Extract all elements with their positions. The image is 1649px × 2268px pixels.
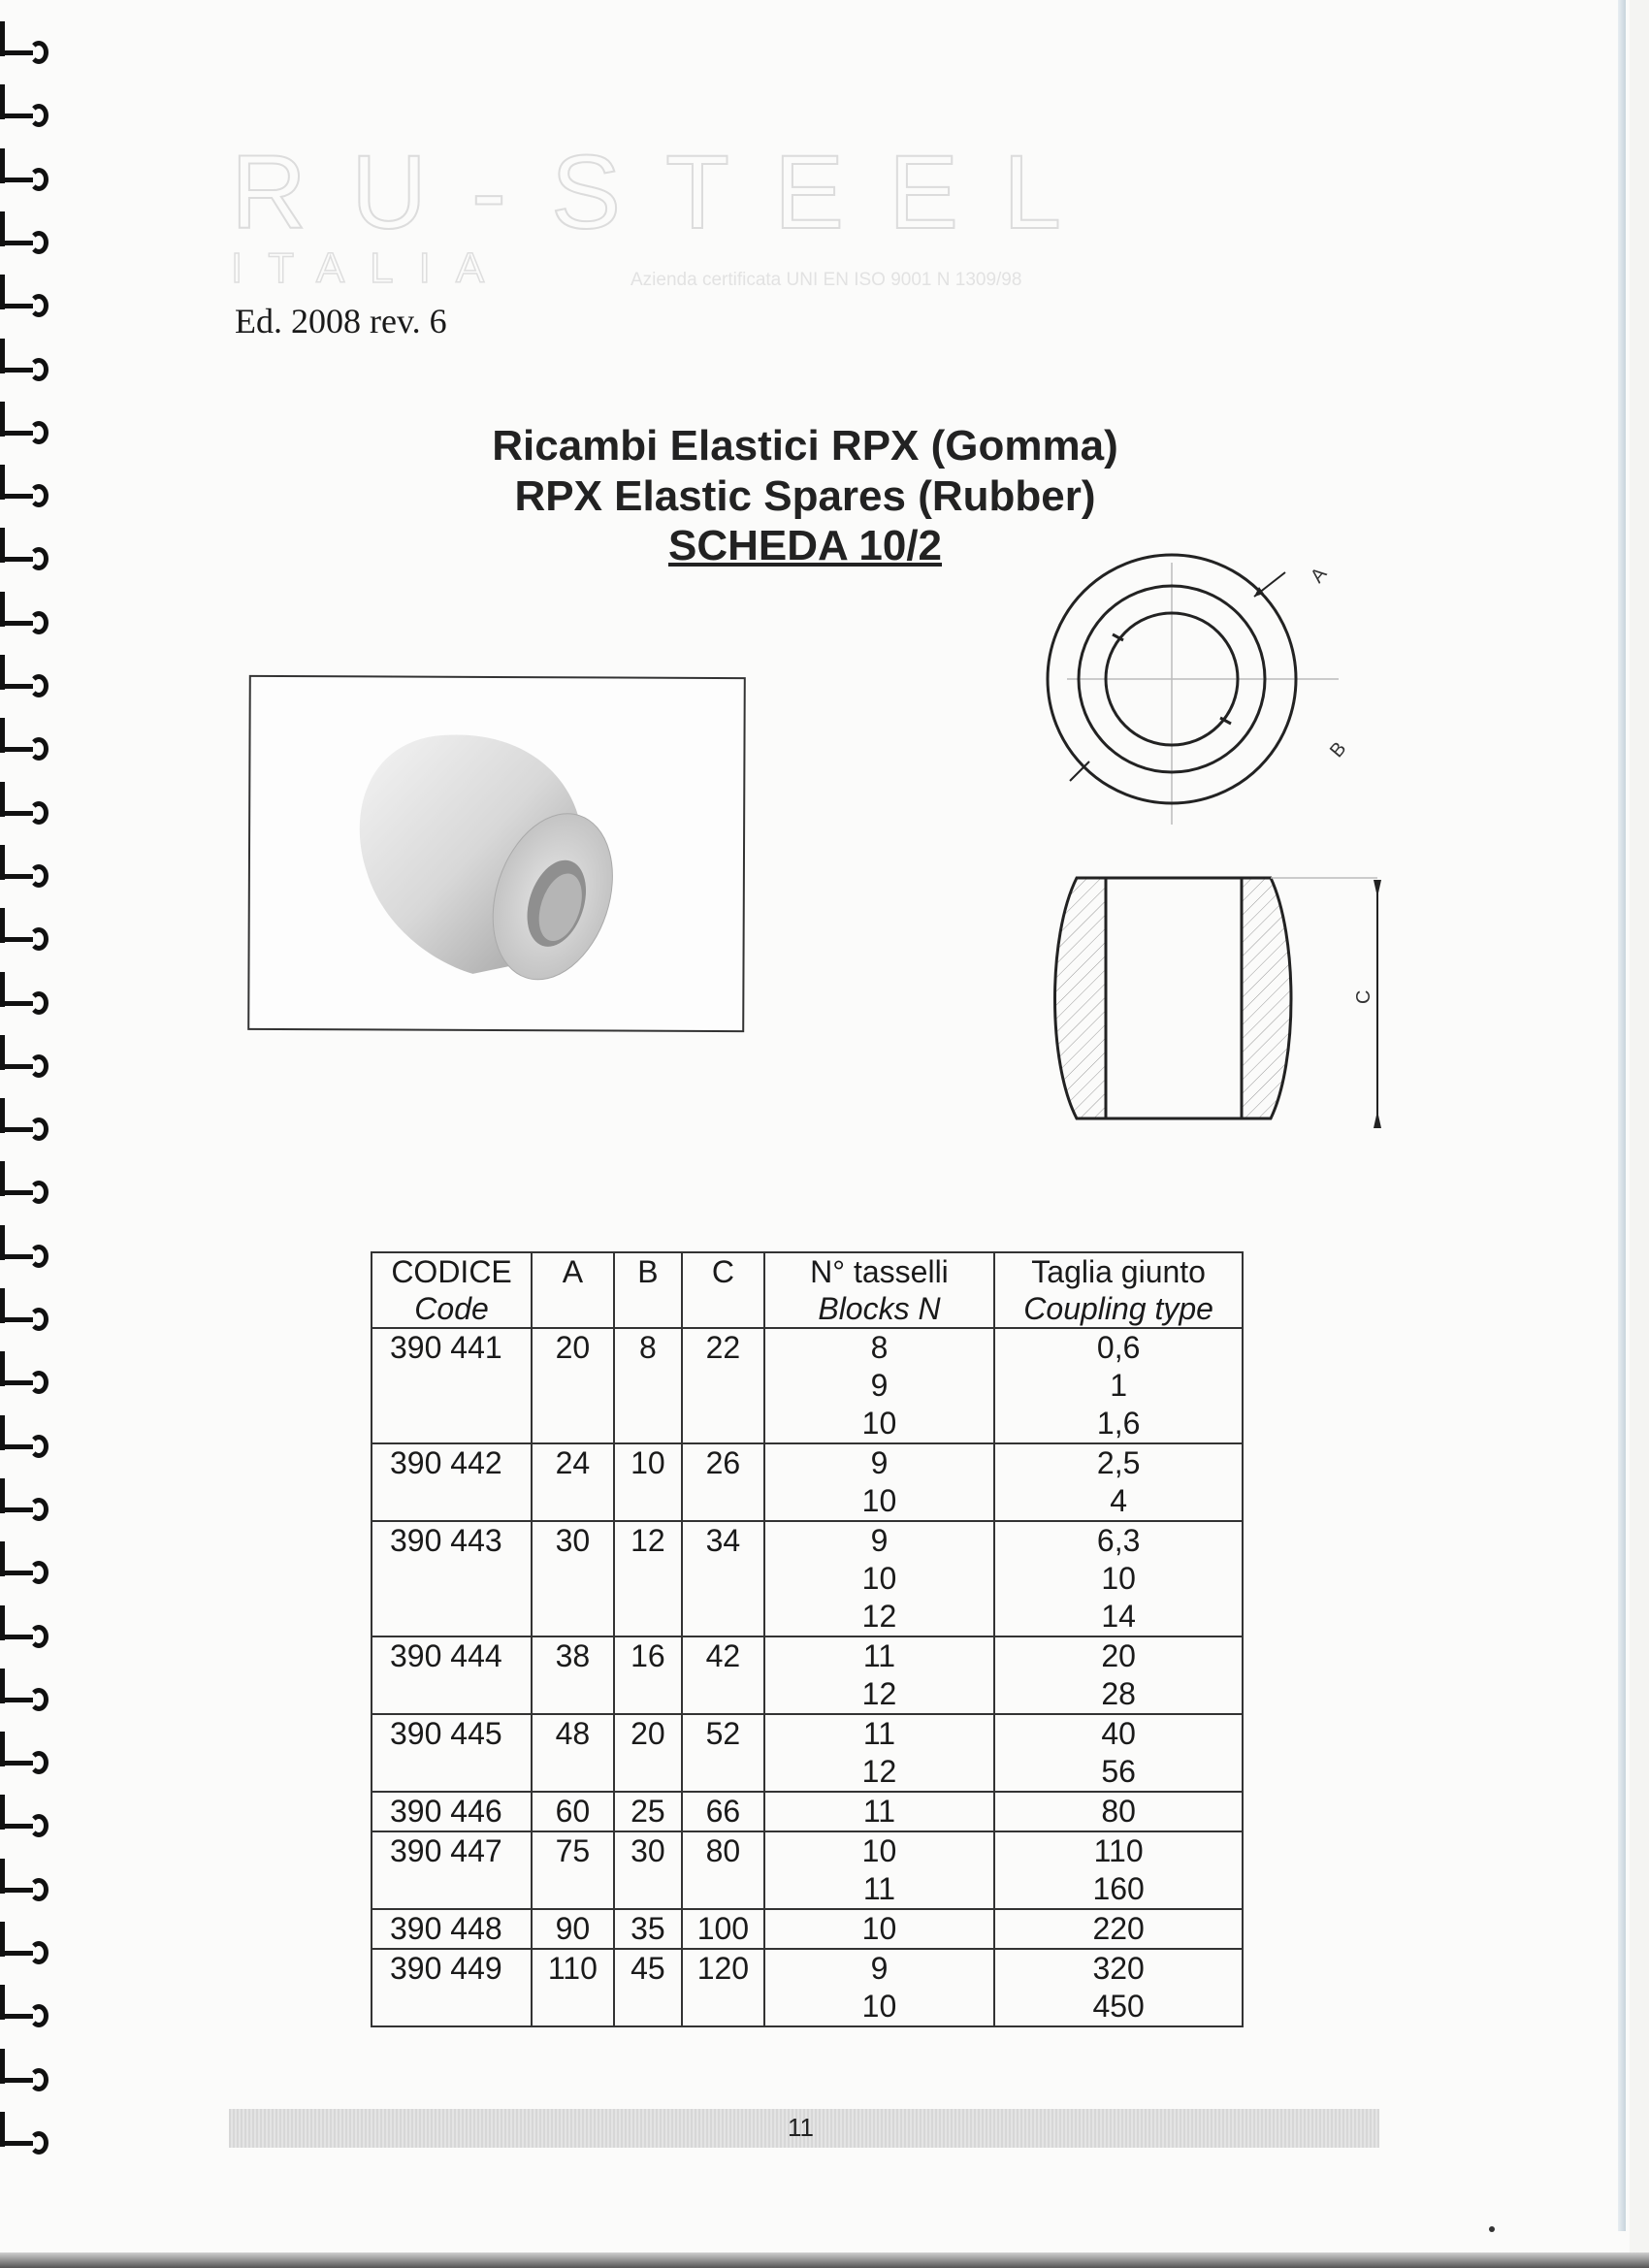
coupling-value: 14 bbox=[1101, 1599, 1136, 1634]
binding-ring bbox=[0, 1496, 52, 1525]
binding-ring bbox=[0, 229, 52, 258]
cell-a: 38 bbox=[532, 1636, 614, 1714]
cell-blocks bbox=[764, 1636, 995, 1714]
cell-a: 30 bbox=[532, 1521, 614, 1636]
blocks-value: 10 bbox=[861, 1833, 897, 1868]
spare-parts-table bbox=[371, 1251, 1244, 2027]
binding-ring bbox=[0, 672, 52, 701]
edition-label: Ed. 2008 rev. 6 bbox=[235, 302, 447, 340]
header-coupling: Taglia giunto Coupling type bbox=[994, 1252, 1243, 1328]
header-c: C bbox=[682, 1252, 764, 1328]
cell-coupling bbox=[994, 1909, 1243, 1949]
certification-note: Azienda certificata UNI EN ISO 9001 N 1309/98 bbox=[630, 270, 1022, 290]
cell-a: 110 bbox=[532, 1949, 614, 2026]
cell-b: 10 bbox=[614, 1443, 682, 1521]
table-row bbox=[372, 1443, 1243, 1521]
cell-blocks bbox=[764, 1714, 995, 1792]
table-row bbox=[372, 1792, 1243, 1831]
table-row bbox=[372, 1949, 1243, 2026]
rubber-spare-illustration bbox=[249, 677, 744, 1030]
coupling-value: 10 bbox=[1101, 1561, 1136, 1596]
title-english: RPX Elastic Spares (Rubber) bbox=[514, 472, 1096, 520]
coupling-value: 0,6 bbox=[1096, 1330, 1141, 1365]
cell-c: 100 bbox=[682, 1909, 764, 1949]
coupling-value: 220 bbox=[1092, 1911, 1145, 1946]
binding-ring bbox=[0, 1749, 52, 1778]
blocks-value: 10 bbox=[861, 1406, 897, 1441]
dimension-label-a: A bbox=[1306, 563, 1332, 588]
binding-ring bbox=[0, 1243, 52, 1272]
cell-a: 75 bbox=[532, 1831, 614, 1909]
cell-code: 390 449 bbox=[372, 1949, 532, 2026]
cell-a: 60 bbox=[532, 1792, 614, 1831]
binding-ring bbox=[0, 2129, 52, 2158]
blocks-value: 10 bbox=[861, 1561, 897, 1596]
cell-blocks bbox=[764, 1909, 995, 1949]
cell-b: 45 bbox=[614, 1949, 682, 2026]
cell-coupling bbox=[994, 1636, 1243, 1714]
binding-ring bbox=[0, 1559, 52, 1588]
coupling-value: 4 bbox=[1110, 1483, 1128, 1518]
table-row bbox=[372, 1909, 1243, 1949]
cell-blocks bbox=[764, 1328, 995, 1443]
coupling-value: 320 bbox=[1092, 1951, 1145, 1986]
cell-code: 390 442 bbox=[372, 1443, 532, 1521]
binding-ring bbox=[0, 166, 52, 195]
binding-ring bbox=[0, 862, 52, 891]
cell-c: 52 bbox=[682, 1714, 764, 1792]
binding-ring bbox=[0, 1433, 52, 1462]
table-row bbox=[372, 1636, 1243, 1714]
blocks-value: 11 bbox=[862, 1638, 896, 1673]
cell-code: 390 447 bbox=[372, 1831, 532, 1909]
coupling-value: 1 bbox=[1110, 1368, 1128, 1403]
binding-ring bbox=[0, 1369, 52, 1398]
cell-b: 16 bbox=[614, 1636, 682, 1714]
cell-b: 8 bbox=[614, 1328, 682, 1443]
cell-c: 22 bbox=[682, 1328, 764, 1443]
cell-blocks bbox=[764, 1949, 995, 2026]
binding-ring bbox=[0, 989, 52, 1019]
cell-blocks bbox=[764, 1443, 995, 1521]
cell-coupling bbox=[994, 1792, 1243, 1831]
cell-b: 12 bbox=[614, 1521, 682, 1636]
sheet-number: SCHEDA 10/2 bbox=[667, 522, 943, 569]
cell-c: 80 bbox=[682, 1831, 764, 1909]
blocks-value: 10 bbox=[861, 1911, 897, 1946]
scan-speck bbox=[1489, 2226, 1495, 2232]
coupling-value: 450 bbox=[1092, 1989, 1145, 2024]
coupling-value: 1,6 bbox=[1096, 1406, 1141, 1441]
page-number: 11 bbox=[788, 2113, 814, 2142]
binding-ring bbox=[0, 609, 52, 638]
binding-ring bbox=[0, 545, 52, 574]
coupling-value: 20 bbox=[1101, 1638, 1136, 1673]
table-body bbox=[372, 1328, 1243, 2026]
brand-subtitle: ITALIA bbox=[231, 244, 510, 292]
binding-ring bbox=[0, 482, 52, 511]
section-view-drawing bbox=[1028, 868, 1397, 1140]
cell-coupling bbox=[994, 1714, 1243, 1792]
header-blocks: N° tasselli Blocks N bbox=[764, 1252, 995, 1328]
blocks-value: 10 bbox=[861, 1989, 897, 2024]
binding-ring bbox=[0, 292, 52, 321]
cell-blocks bbox=[764, 1831, 995, 1909]
coupling-value: 56 bbox=[1101, 1754, 1136, 1789]
table-row bbox=[372, 1521, 1243, 1636]
binding-ring bbox=[0, 925, 52, 955]
cell-c: 42 bbox=[682, 1636, 764, 1714]
table-header-row bbox=[372, 1252, 1243, 1328]
cell-b: 20 bbox=[614, 1714, 682, 1792]
cell-b: 25 bbox=[614, 1792, 682, 1831]
cell-a: 90 bbox=[532, 1909, 614, 1949]
cell-c: 34 bbox=[682, 1521, 764, 1636]
binding-ring bbox=[0, 2066, 52, 2095]
cell-code: 390 443 bbox=[372, 1521, 532, 1636]
header-code: CODICE Code bbox=[372, 1252, 532, 1328]
cell-coupling bbox=[994, 1443, 1243, 1521]
coupling-value: 28 bbox=[1101, 1676, 1136, 1711]
cell-coupling bbox=[994, 1949, 1243, 2026]
blocks-value: 12 bbox=[861, 1754, 897, 1789]
dimension-label-b: B bbox=[1325, 737, 1351, 762]
blocks-value: 12 bbox=[861, 1676, 897, 1711]
cell-coupling bbox=[994, 1831, 1243, 1909]
binding-ring bbox=[0, 799, 52, 828]
cell-coupling bbox=[994, 1521, 1243, 1636]
cell-c: 26 bbox=[682, 1443, 764, 1521]
spiral-binding bbox=[0, 0, 58, 2268]
binding-ring bbox=[0, 1686, 52, 1715]
blocks-value: 9 bbox=[870, 1951, 889, 1986]
binding-ring bbox=[0, 1876, 52, 1905]
coupling-value: 110 bbox=[1093, 1833, 1144, 1868]
header-a: A bbox=[532, 1252, 614, 1328]
blocks-value: 11 bbox=[862, 1794, 896, 1829]
blocks-value: 12 bbox=[861, 1599, 897, 1634]
cell-code: 390 448 bbox=[372, 1909, 532, 1949]
blocks-value: 9 bbox=[870, 1445, 889, 1480]
cell-b: 35 bbox=[614, 1909, 682, 1949]
cell-coupling bbox=[994, 1328, 1243, 1443]
coupling-value: 160 bbox=[1092, 1871, 1145, 1906]
cell-code: 390 444 bbox=[372, 1636, 532, 1714]
cell-c: 66 bbox=[682, 1792, 764, 1831]
dimension-label-c: C bbox=[1353, 989, 1374, 1004]
blocks-value: 8 bbox=[870, 1330, 889, 1365]
binding-ring bbox=[0, 1306, 52, 1335]
binding-ring bbox=[0, 2002, 52, 2031]
cell-a: 20 bbox=[532, 1328, 614, 1443]
binding-ring bbox=[0, 1179, 52, 1208]
cell-blocks bbox=[764, 1792, 995, 1831]
brand-watermark: RU-STEEL bbox=[231, 133, 1107, 250]
table-row bbox=[372, 1714, 1243, 1792]
blocks-value: 10 bbox=[861, 1483, 897, 1518]
cell-code: 390 441 bbox=[372, 1328, 532, 1443]
coupling-value: 40 bbox=[1101, 1716, 1136, 1751]
page-bottom-shadow bbox=[0, 2252, 1649, 2268]
coupling-value: 80 bbox=[1101, 1794, 1136, 1829]
binding-ring bbox=[0, 102, 52, 131]
coupling-value: 6,3 bbox=[1096, 1523, 1141, 1558]
blocks-value: 9 bbox=[870, 1368, 889, 1403]
coupling-value: 2,5 bbox=[1096, 1445, 1141, 1480]
cell-a: 48 bbox=[532, 1714, 614, 1792]
blocks-value: 9 bbox=[870, 1523, 889, 1558]
front-view-drawing bbox=[1028, 543, 1377, 854]
binding-ring bbox=[0, 735, 52, 764]
cell-c: 120 bbox=[682, 1949, 764, 2026]
table-row bbox=[372, 1831, 1243, 1909]
cell-b: 30 bbox=[614, 1831, 682, 1909]
binding-ring bbox=[0, 1116, 52, 1145]
binding-ring bbox=[0, 356, 52, 385]
cell-a: 24 bbox=[532, 1443, 614, 1521]
table-row bbox=[372, 1328, 1243, 1443]
cell-code: 390 446 bbox=[372, 1792, 532, 1831]
cell-blocks bbox=[764, 1521, 995, 1636]
blocks-value: 11 bbox=[862, 1716, 896, 1751]
cell-code: 390 445 bbox=[372, 1714, 532, 1792]
binding-ring bbox=[0, 419, 52, 448]
binding-ring bbox=[0, 1053, 52, 1082]
binding-ring bbox=[0, 1812, 52, 1841]
binding-ring bbox=[0, 1939, 52, 1968]
binding-ring bbox=[0, 1623, 52, 1652]
product-photo bbox=[247, 675, 746, 1032]
header-b: B bbox=[614, 1252, 682, 1328]
binding-ring bbox=[0, 39, 52, 68]
page-edge bbox=[1618, 0, 1626, 2231]
title-italian: Ricambi Elastici RPX (Gomma) bbox=[492, 422, 1118, 470]
blocks-value: 11 bbox=[862, 1871, 896, 1906]
